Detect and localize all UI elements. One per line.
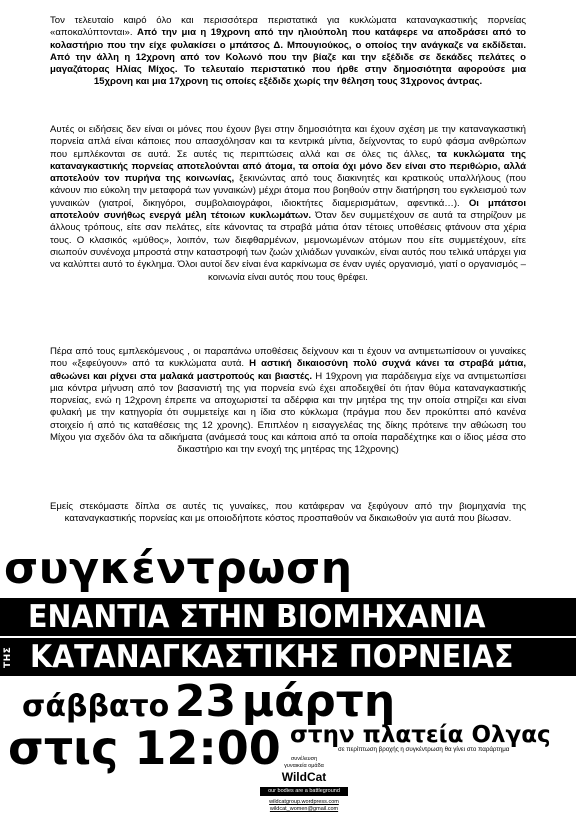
- paragraph-networks: [50, 124, 526, 284]
- banner-line-1: [0, 598, 576, 636]
- text-run: ξεκινώντας από τους διακινητές και κρατικούς υπαλλήλους (που κάνουν πιο εύκολη την μεταφορά των γυναικών) μέχρι άτομα που βοηθούν στην διατήρηση του εγκλεισμού των γυναικών (γιατροί, δικηγόροι, συμβολαιογράφοι, ιδιοκτήτες διαμερισμάτων, αφεντικά…).: [50, 173, 526, 209]
- text-run: Τον τελευταίο καιρό όλο και περισσότερα περιστατικά για κυκλώματα καταναγκαστικής πορνείας «αποκαλύπτονται».: [50, 15, 526, 39]
- paragraph-solidarity: [50, 501, 526, 526]
- banner-line-2: [0, 638, 576, 676]
- text-run: Οι μπάτσοι αποτελούν συνήθως ενεργά μέλη τέτοιων κυκλωμάτων.: [50, 197, 526, 222]
- day-number: 23: [174, 676, 237, 727]
- text-run: Από την μια η 19χρονη από την ηλιούπολη που κατάφερε να αποδράσει από το κολαστήριο που την είχε φυλακίσει ο μπάτσος Δ. Μπουγιούκος, ο οποίος την ανάγκαζε να εκδίδεται. Από την άλλη η 12χρονη από τον Κολωνό που την βίαζε και την εξέδιδε σε δεκάδες πελάτες ο μαγαζάτορας Ηλίας Μίχος. Το τελευταίο περιστατικό που ήρθε στην δημοσιότητα αφορούσε μια 15χρονη και μια 17χρονη τις οποίες εξέδιδε χωρίς την θέληση τους 31χρονος άντρας.: [50, 27, 526, 88]
- logo-contact: wildcatgroup.wordpress.com wildcat_women@gmail.com: [269, 799, 339, 812]
- logo-sub-2: γυναικεία ομάδα: [284, 763, 324, 769]
- banner-small-article: ΤΗΣ: [3, 646, 13, 668]
- text-run: Πέρα από τους εμπλεκόμενους , οι παραπάνω υποθέσεις δείχνουν και τι έχουν να αντιμετωπίσουν οι γυναίκες που «ξεφεύγουν» από τα κυκλώματα αυτά.: [50, 346, 526, 370]
- logo-tagline: our bodies are a battleground: [260, 787, 348, 796]
- event-place: στην πλατεία Ολγας: [290, 722, 551, 748]
- text-run: Η αστική δικαιοσύνη πολύ συχνά κάνει τα στραβά μάτια, αθωώνει και ρίχνει στα μαλακά μαστροπούς και βιαστές.: [50, 358, 526, 382]
- banner-text-2: ΚΑΤΑΝΑΓΚΑΣΤΙΚΗΣ ΠΟΡΝΕΙΑΣ: [30, 639, 514, 675]
- event-time: στις 12:00: [8, 721, 281, 775]
- text-run: Όταν δεν συμμετέχουν σε αυτά τα στηρίζουν με άλλους τρόπους, είτε σαν πελάτες, είτε κάνοντας τα στραβά μάτια όταν τέτοιες υποθέσεις φτάνουν στα χέρια τους. Ο κλασικός «μύθος», λοιπόν, των διεφθαρμένων, μεμονωμένων ατόμων που είτε συμμετέχουν, είτε σιωπούν συνένοχα μπροστά στην καταστροφή των ζωών χιλιάδων γυναικών, είναι αυτός που τελικά υπάρχει για να καλύπτει αυτό το έγκλημα. Όλοι αυτοί δεν είναι ένα καρκίνωμα σε έναν υγιές οργανισμό, γιατί ο οργανισμός – κοινωνία είναι αυτός που τους θρέφει.: [50, 210, 527, 283]
- paragraph-justice: [50, 346, 526, 457]
- month-name: μάρτη: [241, 676, 396, 727]
- text-run: Εμείς στεκόμαστε δίπλα σε αυτές τις γυναίκες, που κατάφεραν να ξεφύγουν από την βιομηχανία της καταναγκαστικής πορνείας και με οποιοδήποτε κόστος προσπαθούν να δικαιωθούν για αυτά που βίωσαν.: [50, 501, 526, 525]
- wildcat-logo: [238, 754, 370, 812]
- day-name: σάββατο: [22, 689, 170, 724]
- banner-text-1: ΕΝΑΝΤΙΑ ΣΤΗΝ ΒΙΟΜΗΧΑΝΙΑ: [28, 599, 486, 635]
- event-date: [22, 676, 395, 727]
- headline-gathering: συγκέντρωση: [4, 543, 353, 594]
- logo-name: WildCat: [281, 770, 327, 784]
- logo-sub-1: συνέλευση: [290, 756, 318, 762]
- text-run: Αυτές οι ειδήσεις δεν είναι οι μόνες που έχουν βγει στην δημοσιότητα και έχουν σχέση με την καταναγκαστική πορνεία απλά είναι κάποιες που απασχόλησαν και τα κεντρικά μίντια, δείχνοντας το ευρύ φάσμα ανθρώπων που εμπλέκονται σε αυτά. Σε αυτές τις περιπτώσεις αλλά και σε όλες τις άλλες,: [50, 124, 526, 160]
- text-run: Η 19χρονη για παράδειγμα είχε να αντιμετωπίσει μια κόντρα μήνυση από τον βασανιστή της για πορνεία ενώ έχει αποδειχθεί ότι ήταν θύμα καταναγκαστικής πορνείας, ενώ η 12χρονη έπρεπε να αποχωριστεί τα αδέρφια και την μητέρα της την οποία στηρίζει και είναι φυλακή με την κατηγορία ότι συμμετείχε και η ίδια στο κύκλωμα (πράγμα που δεν προκύπτει από κανένα στοιχείο ή από τις καταθέσεις της 12 χρονης). Επιπλέον η εισαγγελέας της δίκης πρότεινε την αθώωση του Μίχου για σχεδόν όλα τα αδικήματα (ανάμεσά τους και κάποια από τα οποία παραδέχτηκε και ο ίδιος μέσα στο δικαστήριο και την ενοχή της μητέρας της 12χρονης): [50, 370, 526, 456]
- paragraph-intro: [50, 15, 526, 89]
- rain-note: σε περίπτωση βροχής η συγκέντρωση θα γίνει στο παράρτημα: [338, 746, 510, 753]
- text-run: τα κυκλώματα της καταναγκαστικής πορνείας αποτελούνται από άτομα, τα οποία όχι μόνο δεν είναι στο περιθώριο, αλλά αποτελούν τον πυρήνα της κοινωνίας,: [50, 148, 526, 185]
